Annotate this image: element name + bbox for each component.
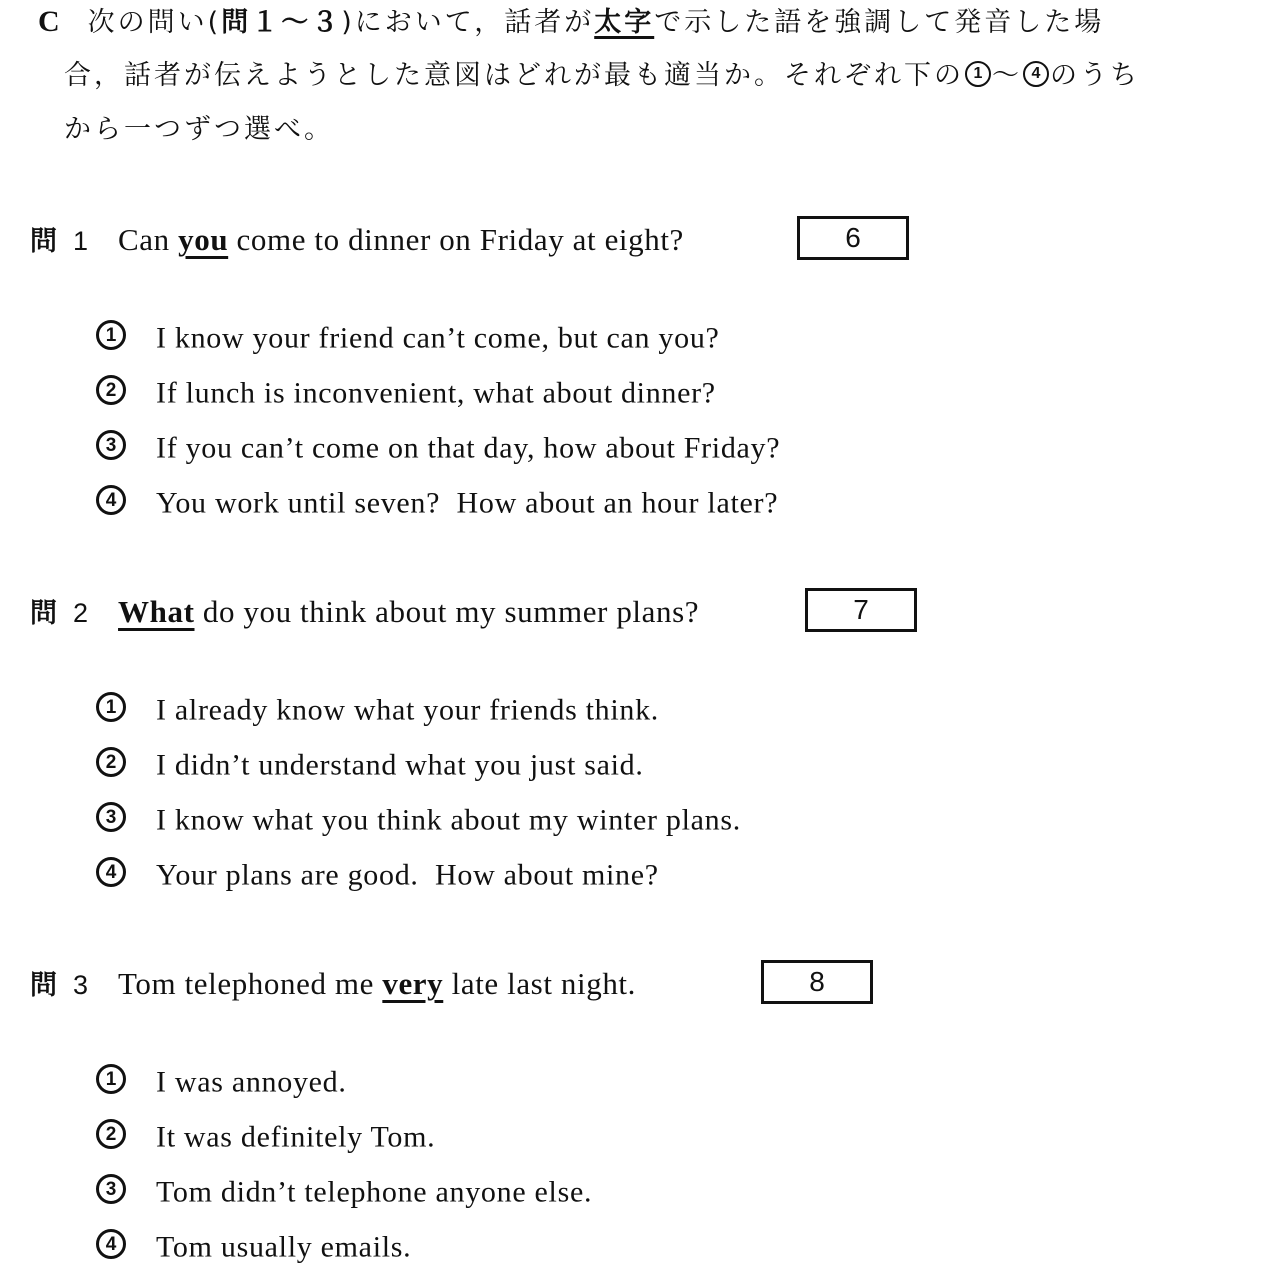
question-2-option-4[interactable] xyxy=(96,855,659,895)
option-number: 4 xyxy=(96,1229,126,1259)
circled-number: 4 xyxy=(1023,61,1049,87)
answer-box-7[interactable]: 7 xyxy=(805,588,917,632)
question-3-option-4[interactable] xyxy=(96,1227,411,1267)
instruction-text: ～ xyxy=(992,60,1022,91)
option-number: 2 xyxy=(96,747,126,777)
option-number: 3 xyxy=(96,802,126,832)
instruction-text: で示した語を強調して発音した場 xyxy=(654,7,1105,38)
option-text: I know your friend can’t come, but can you? xyxy=(156,321,720,355)
option-number: 2 xyxy=(96,375,126,405)
option-text: I didn’t understand what you just said. xyxy=(156,748,644,782)
instruction-text: 合，話者が伝えようとした意図はどれが最も適当か。それぞれ下の xyxy=(64,60,964,91)
option-text: It was definitely Tom. xyxy=(156,1120,436,1154)
option-number: 2 xyxy=(96,1119,126,1149)
option-text: You work until seven? How about an hour later? xyxy=(156,486,779,520)
option-number: 1 xyxy=(96,692,126,722)
stressed-word: very xyxy=(382,966,444,1001)
question-3-stem xyxy=(30,964,636,1006)
instruction-line-1 xyxy=(38,2,1104,43)
stressed-word: you xyxy=(178,222,229,257)
question-text-after: do you think about my summer plans? xyxy=(194,594,700,629)
option-number: 3 xyxy=(96,1174,126,1204)
question-2-option-1[interactable] xyxy=(96,690,659,730)
option-text: Your plans are good. How about mine? xyxy=(156,858,659,892)
question-label: 問 xyxy=(30,970,57,1001)
option-number: 3 xyxy=(96,430,126,460)
question-text xyxy=(118,594,699,629)
question-text-before: Can xyxy=(118,222,179,257)
question-3-option-2[interactable] xyxy=(96,1117,435,1157)
instruction-text: のうち xyxy=(1050,60,1140,91)
answer-box-8[interactable]: 8 xyxy=(761,960,873,1004)
question-2-option-3[interactable] xyxy=(96,800,741,840)
answer-box-6[interactable]: 6 xyxy=(797,216,909,260)
question-number: 1 xyxy=(73,226,89,256)
question-2-stem xyxy=(30,592,699,634)
option-number: 4 xyxy=(96,485,126,515)
option-text: I was annoyed. xyxy=(156,1065,347,1099)
stressed-word: What xyxy=(118,594,195,629)
instruction-text: )において，話者が xyxy=(341,7,595,38)
instruction-text: から一つずつ選べ。 xyxy=(64,114,334,145)
option-text: If lunch is inconvenient, what about dinner? xyxy=(156,376,716,410)
question-1-option-4[interactable] xyxy=(96,483,778,523)
question-label: 問 xyxy=(30,598,57,629)
question-3-option-3[interactable] xyxy=(96,1172,592,1212)
option-text: I know what you think about my winter plans. xyxy=(156,803,741,837)
instruction-question-range: 問１～３ xyxy=(221,7,342,38)
instruction-line-3 xyxy=(64,110,334,150)
question-text-before: Tom telephoned me xyxy=(118,966,383,1001)
option-text: Tom didn’t telephone anyone else. xyxy=(156,1175,593,1209)
option-text: I already know what your friends think. xyxy=(156,693,660,727)
question-2-option-2[interactable] xyxy=(96,745,644,785)
option-number: 4 xyxy=(96,857,126,887)
instruction-line-2 xyxy=(64,56,1140,96)
option-text: If you can’t come on that day, how about Friday? xyxy=(156,431,781,465)
question-1-option-3[interactable] xyxy=(96,428,780,468)
question-1-stem xyxy=(30,220,684,262)
instruction-emphasis: 太字 xyxy=(594,7,655,38)
question-1-option-1[interactable] xyxy=(96,318,720,358)
question-text xyxy=(118,966,636,1001)
question-text-after: come to dinner on Friday at eight? xyxy=(228,222,684,257)
question-label: 問 xyxy=(30,226,57,257)
question-number: 2 xyxy=(73,598,89,628)
question-text xyxy=(118,222,684,257)
question-number: 3 xyxy=(73,970,89,1000)
question-3-option-1[interactable] xyxy=(96,1062,347,1102)
circled-number: 1 xyxy=(965,61,991,87)
question-text-after: late last night. xyxy=(443,966,636,1001)
instruction-text: 次の問い( xyxy=(87,7,222,38)
option-text: Tom usually emails. xyxy=(156,1230,412,1264)
section-letter: C xyxy=(38,5,60,38)
option-number: 1 xyxy=(96,1064,126,1094)
option-number: 1 xyxy=(96,320,126,350)
question-1-option-2[interactable] xyxy=(96,373,716,413)
